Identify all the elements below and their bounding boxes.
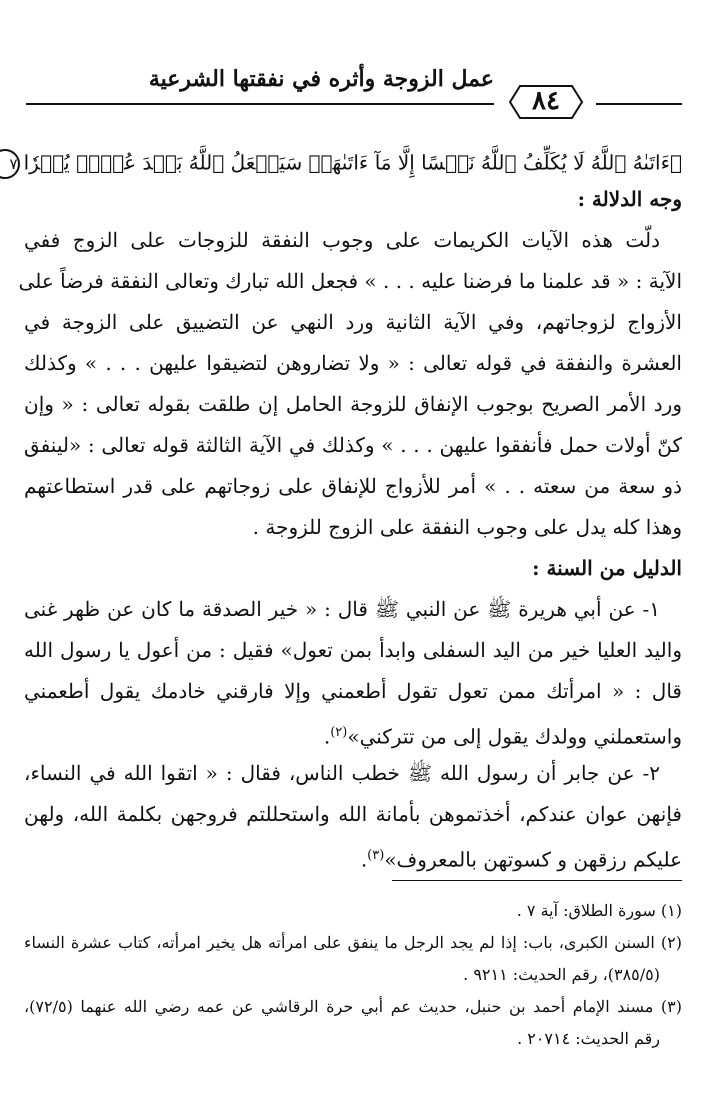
footnotes bbox=[24, 895, 682, 1055]
footnote-ref-2: (٢) bbox=[330, 725, 348, 740]
paragraph-line: الآية : « قد علمنا ما فرضنا عليه . . . » فجعل الله تبارك وتعالى النفقة فرضاً على bbox=[18, 269, 682, 293]
footnote-1: (١) سورة الطلاق: آية ٧ . bbox=[516, 901, 682, 920]
paragraph-line: دلّت هذه الآيات الكريمات على وجوب النفقة للزوجات على الزوج ففي bbox=[24, 228, 660, 252]
footnote-2: (٢) السنن الكبرى، باب: إذا لم يجد الرجل ما ينفق على امرأته هل يخير امرأته، كتاب عشرة النساء bbox=[24, 933, 682, 952]
main-text bbox=[9, 138, 682, 876]
footnote-separator bbox=[392, 880, 682, 881]
hadith-line: واستعملني وولدك يقول إلى من تتركني»$^{(٢)}$. bbox=[323, 724, 682, 749]
paragraph-line: ورد الأمر الصريح بوجوب الإنفاق للزوجة الحامل إن طلقت بقوله تعالى : « وإن bbox=[24, 392, 682, 416]
quran-verse-line bbox=[9, 138, 682, 179]
hadith-line: قال : « امرأتك ممن تعول تقول أطعمني وإلا فارقني خادمك يقول أطعمني bbox=[24, 679, 682, 703]
paragraph-line: الأزواج لزوجاتهم، وفي الآية الثانية ورد النهي عن التضييق على الزوجة في bbox=[24, 310, 682, 334]
page-number: ٨٤ bbox=[532, 86, 560, 116]
page-number-badge bbox=[506, 80, 586, 124]
quran-verse-text: ءَاتَىٰهُ ٱللَّهُ لَا يُكَلِّفُ ٱللَّهُ نَفۡسًا إِلَّا مَآ ءَاتَىٰهَاۚ سَيَجۡعَلُ ٱللَّهُ بَعۡدَ عُسۡرٖ يُسۡرٗا bbox=[23, 150, 670, 175]
footnote-2-continued: (٣٨٥/٥)، رقم الحديث: ٩٢١١ . bbox=[463, 965, 660, 984]
hadith-line: فإنهن عوان عندكم، أخذتموهن بأمانة الله واستحللتم فروجهن بكلمة الله، ولهن bbox=[24, 802, 682, 826]
footnote-3: (٣) مسند الإمام أحمد بن حنبل، حديث عم أبي حرة الرقاشي عن عمه رضي الله عنهما (٧٢/٥)، bbox=[24, 997, 682, 1016]
running-title: عمل الزوجة وأثره في نفقتها الشرعية bbox=[148, 66, 494, 92]
quran-opening-bracket: ﴿ bbox=[669, 150, 682, 175]
heading-evidence: وجه الدلالة : bbox=[577, 187, 682, 211]
hadith-line-text: عليكم رزقهن و كسوتهن بالمعروف» bbox=[384, 847, 682, 872]
ayah-number-marker: ٧ bbox=[0, 149, 20, 179]
footnote-ref-3: (٣) bbox=[367, 848, 385, 863]
heading-sunnah: الدليل من السنة : bbox=[532, 556, 682, 580]
paragraph-line: كنّ أولات حمل فأنفقوا عليهن . . . » وكذلك في الآية الثالثة قوله تعالى : «لينفق bbox=[24, 433, 682, 457]
header-rule-right bbox=[596, 103, 682, 105]
hadith-line: ١- عن أبي هريرة ﷺ عن النبي ﷺ قال : « خير الصدقة ما كان عن ظهر غنى bbox=[24, 597, 660, 621]
header-rule-left bbox=[26, 103, 494, 105]
footnote-3-continued: رقم الحديث: ٢٠٧١٤ . bbox=[517, 1029, 660, 1048]
paragraph-line: ذو سعة من سعته . . » أمر للأزواج للإنفاق على زوجاتهم على قدر استطاعتهم bbox=[24, 474, 682, 498]
paragraph-line: وهذا كله يدل على وجوب النفقة على الزوج للزوجة . bbox=[252, 515, 682, 539]
hadith-line: ٢- عن جابر أن رسول الله ﷺ خطب الناس، فقال : « اتقوا الله في النساء، bbox=[24, 761, 660, 785]
hadith-line-text: واستعملني وولدك يقول إلى من تتركني» bbox=[347, 724, 682, 749]
hadith-line: عليكم رزقهن و كسوتهن بالمعروف»$^{(٣)}$. bbox=[360, 847, 682, 872]
paragraph-line: العشرة والنفقة في قوله تعالى : « ولا تضاروهن لتضيقوا عليهن . . . » وكذلك bbox=[24, 351, 682, 375]
hadith-line: واليد العليا خير من اليد السفلى وابدأ بمن تعول» فقيل : من أعول يا رسول الله bbox=[24, 638, 682, 662]
